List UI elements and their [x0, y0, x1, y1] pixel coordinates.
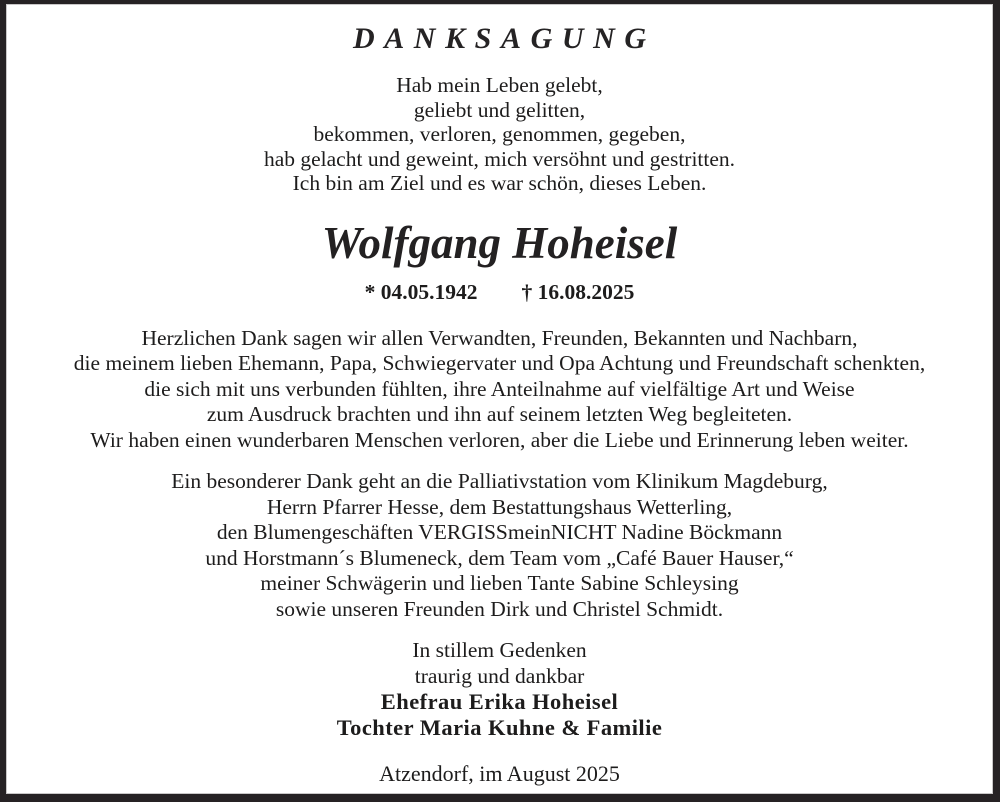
special-thanks-line: sowie unseren Freunden Dirk und Christel Schmidt.: [275, 596, 724, 621]
thanks-line: Herzlichen Dank sagen wir allen Verwandten, Freunden, Bekannten und Nachbarn,: [141, 325, 858, 350]
thanks-line: die sich mit uns verbunden fühlten, ihre Anteilnahme auf vielfältige Art und Weise: [144, 376, 855, 401]
closing-line: In stillem Gedenken: [412, 638, 587, 662]
life-dates: [6, 280, 993, 305]
special-thanks-line: Ein besonderer Dank geht an die Palliativstation vom Klinikum Magdeburg,: [171, 469, 828, 493]
closing-block: [6, 637, 993, 741]
poem-line: hab gelacht und geweint, mich versöhnt und gestritten.: [263, 146, 736, 171]
death-date: † 16.08.2025: [521, 279, 635, 304]
birth-date: * 04.05.1942: [364, 279, 478, 304]
special-thanks-line: Herrn Pfarrer Hesse, dem Bestattungshaus Wetterling,: [266, 494, 733, 519]
poem-line: bekommen, verloren, genommen, gegeben,: [313, 122, 686, 146]
thanks-line: die meinem lieben Ehemann, Papa, Schwiegervater und Opa Achtung und Freundschaft schenkten,: [73, 351, 926, 375]
special-thanks-line: den Blumengeschäften VERGISSmeinNICHT Nadine Böckmann: [216, 520, 783, 544]
special-thanks-paragraph: [6, 469, 993, 622]
mourner-name: Ehefrau Erika Hoheisel: [380, 689, 619, 714]
memorial-poem: [6, 73, 993, 196]
special-thanks-line: und Horstmann´s Blumeneck, dem Team vom „Café Bauer Hauser,“: [205, 545, 794, 570]
poem-line: geliebt und gelitten,: [413, 97, 586, 122]
poem-line: Hab mein Leben gelebt,: [396, 73, 603, 97]
notice-header: DANKSAGUNG: [352, 22, 656, 55]
mourner-name: Tochter Maria Kuhne & Familie: [336, 715, 663, 740]
poem-line: Ich bin am Ziel und es war schön, dieses Leben.: [292, 171, 707, 195]
thanks-line: Wir haben einen wunderbaren Menschen verloren, aber die Liebe und Erinnerung leben weiter.: [90, 427, 909, 452]
thanks-line: zum Ausdruck brachten und ihn auf seinem letzten Weg begleiteten.: [206, 402, 793, 426]
place-date-line: Atzendorf, im August 2025: [379, 761, 620, 786]
thanks-paragraph: [6, 326, 993, 454]
special-thanks-line: meiner Schwägerin und lieben Tante Sabine Schleysing: [260, 571, 739, 595]
closing-line: traurig und dankbar: [414, 664, 585, 688]
deceased-name: Wolfgang Hoheisel: [321, 217, 678, 268]
